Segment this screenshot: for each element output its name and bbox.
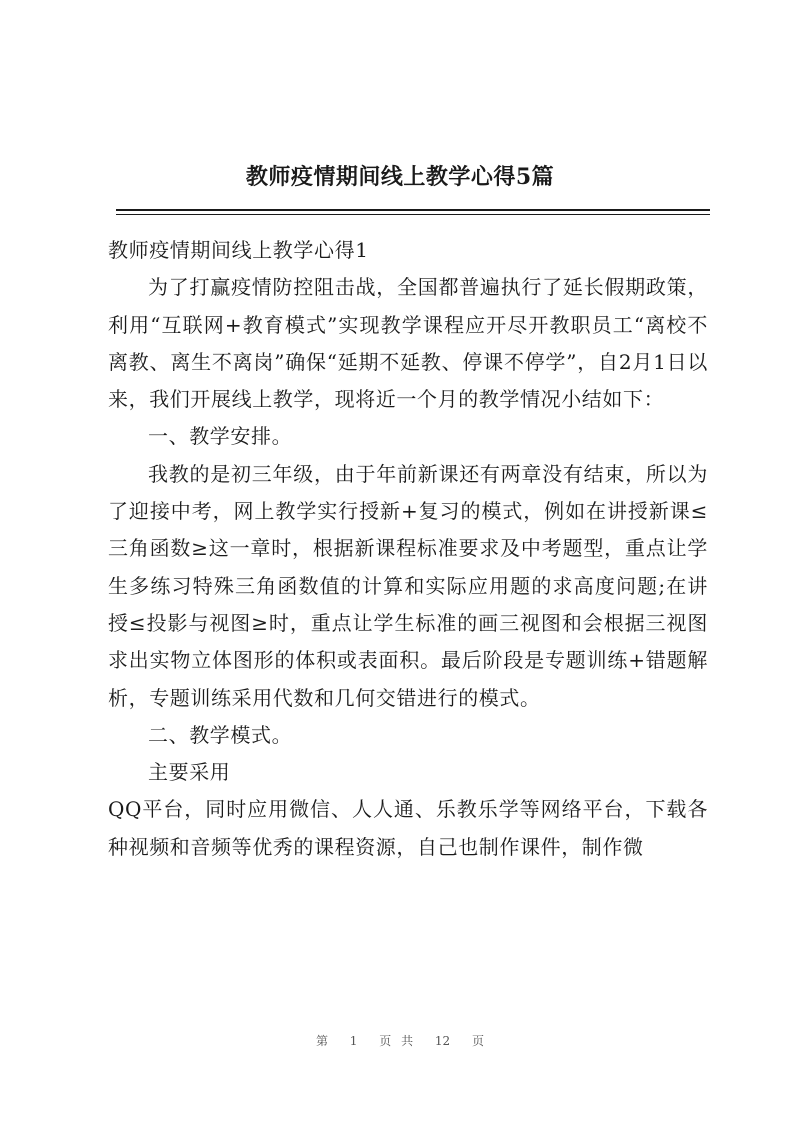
- paragraph-platforms: QQ平台，同时应用微信、人人通、乐教乐学等网络平台，下载各种视频和音频等优秀的课程资源，自己也制作课件，制作微: [108, 797, 708, 859]
- paragraph-intro: 为了打赢疫情防控阻击战，全国都普遍执行了延长假期政策，利用“互联网+教育模式”实现教学课程应开尽开教职员工“离校不离教、离生不离岗”确保“延期不延教、停课不停学”，自2月1日以来，我们开展线上教学，现将近一个月的教学情况小结如下：: [108, 275, 708, 412]
- page-title: 教师疫情期间线上教学心得5篇: [245, 164, 555, 190]
- subheading-teaching-arrangement: 一、教学安排。: [148, 424, 293, 449]
- document-body: [108, 232, 708, 866]
- section-heading: 教师疫情期间线上教学心得1: [108, 238, 369, 262]
- paragraph-main-use: 主要采用: [148, 760, 231, 785]
- footer-label-of: 页 共: [379, 1034, 414, 1048]
- title-divider: [116, 209, 710, 211]
- title-divider-thin: [116, 214, 710, 215]
- footer-current-page: 1: [349, 1034, 358, 1048]
- footer-label-pages: 页: [472, 1034, 485, 1048]
- footer-total-pages: 12: [434, 1034, 451, 1048]
- paragraph-teaching-arrangement: 我教的是初三年级，由于年前新课还有两章没有结束，所以为了迎接中考，网上教学实行授新+复习的模式，例如在讲授新课≤三角函数≥这一章时，根据新课程标准要求及中考题型，重点让学生多练习特殊三角函数值的计算和实际应用题的求高度问题;在讲授≤投影与视图≥时，重点让学生标准的画三视图和会根据三视图求出实物立体图形的体积或表面积。最后阶段是专题训练+错题解析，专题训练采用代数和几何交错进行的模式。: [108, 461, 708, 710]
- page-footer: [0, 1032, 800, 1049]
- footer-label-page: 第: [315, 1034, 328, 1048]
- subheading-teaching-mode: 二、教学模式。: [148, 722, 293, 747]
